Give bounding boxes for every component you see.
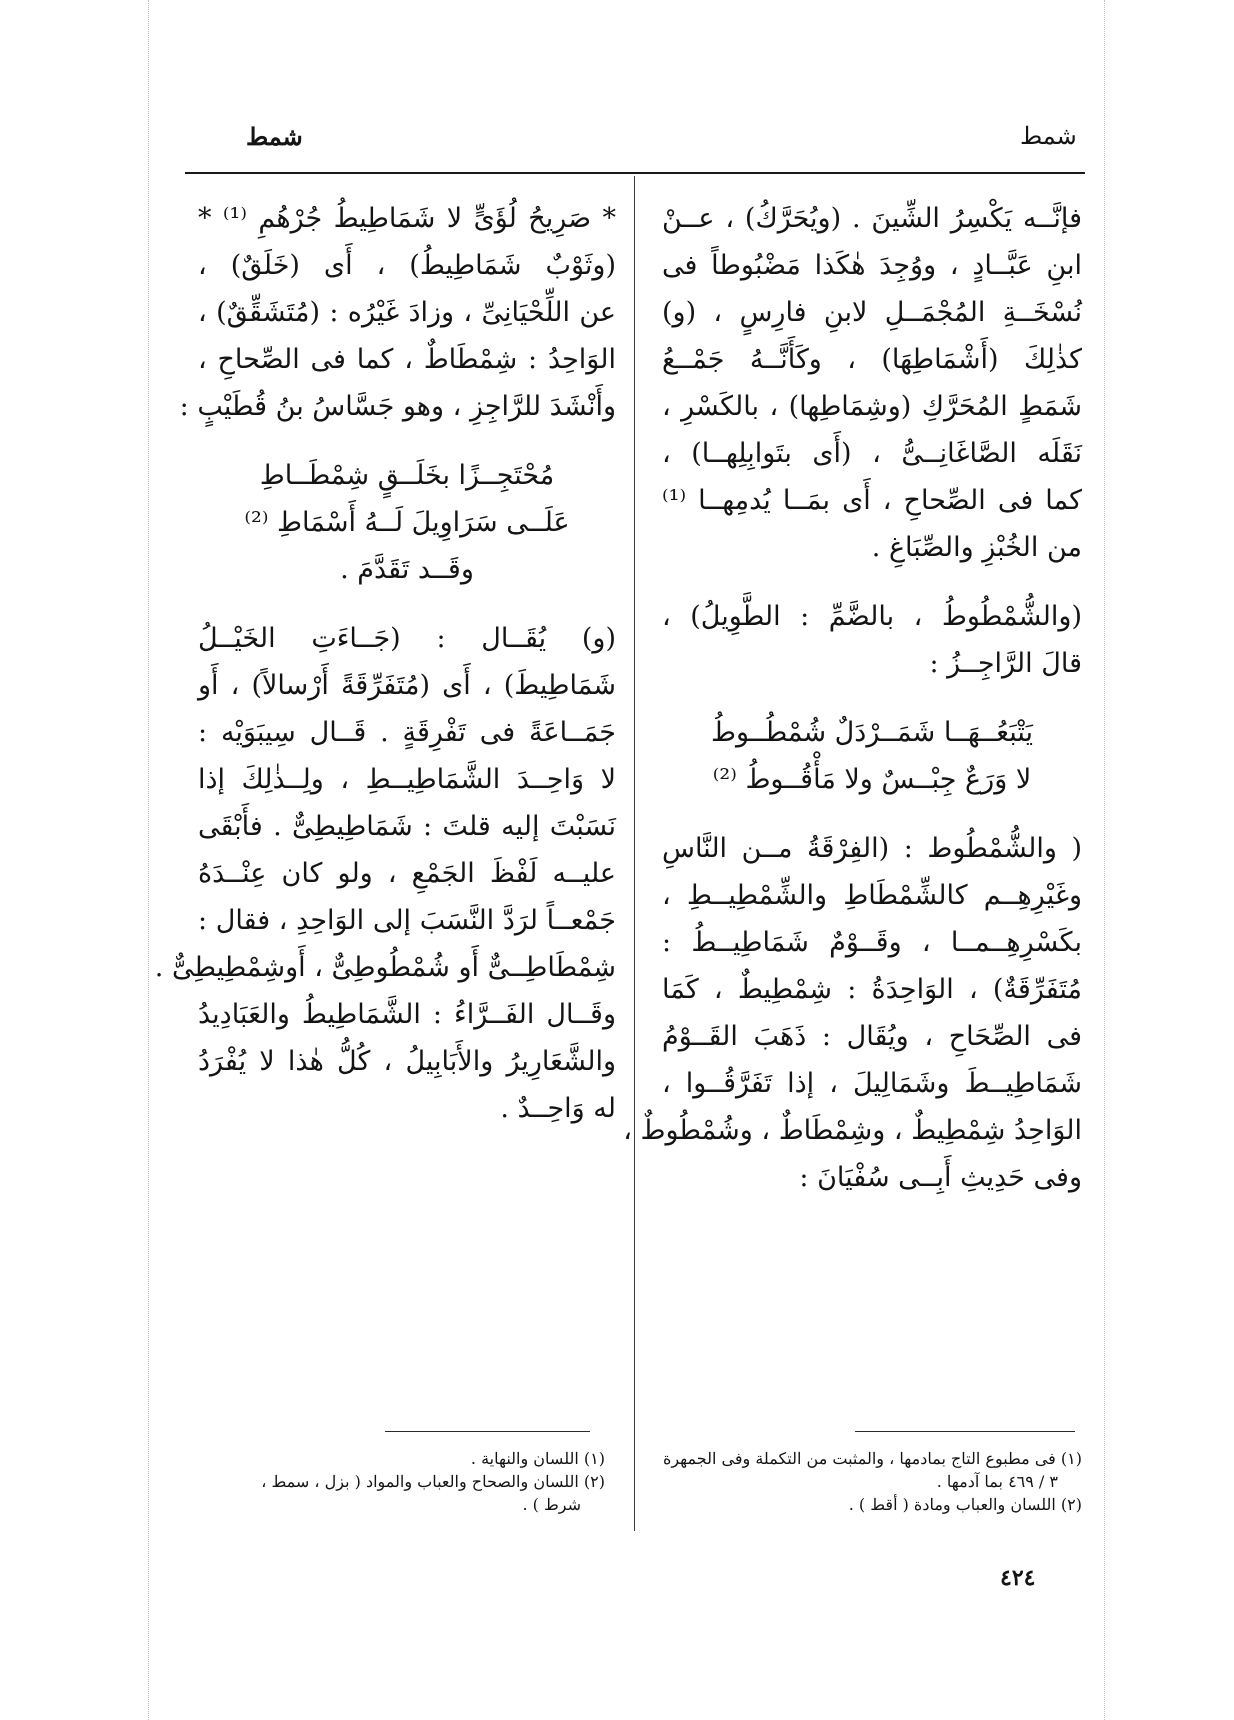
footnote: شرط ) . <box>522 1495 581 1514</box>
verse-line: عَلَــى سَرَاوِيلَ لَــهُ أَسْمَاطِ ⁽²⁾ <box>244 507 570 538</box>
text-line: قالَ الرَّاجِــزُ : <box>929 648 1082 679</box>
text-line: بكَسْرِهِــمــا ، وقَــوْمٌ شَمَاطِيــطُ : <box>662 927 1082 958</box>
text-line: من الخُبْزِ والصِّبَاغِ . <box>871 532 1082 563</box>
margin-guide <box>1104 0 1105 1720</box>
text-line: (وثَوْبٌ شَمَاطِيطُ) ، أَى (خَلَقٌ) ، <box>198 250 616 281</box>
text-line: كما فى الصِّحاحِ ، أَى بمَــا يُدمِهــا ⁽¹⁾ <box>662 485 1082 516</box>
text-line: وأَنْشَدَ للرَّاجِزِ ، وهو جَسَّاسُ بنُ قُطَيْبٍ : <box>179 391 616 422</box>
text-line: وقَــال الفَــرَّاءُ : الشَّمَاطِيطُ والعَبَادِيدُ <box>198 999 616 1030</box>
text-line: نُسْخَــةِ المُجْمَــلِ لابنِ فارِسٍ ، (و) <box>662 297 1082 328</box>
header-rule <box>185 172 1085 174</box>
text-line: الوَاحِدُ : شِمْطَاطٌ ، كما فى الصِّحاحِ ، <box>198 344 616 375</box>
column-divider <box>634 176 635 1531</box>
footnote: (٢) اللسان والصحاح والعباب والمواد ( بزل ، سمط ، <box>261 1472 605 1491</box>
running-header-right: شمط <box>1020 122 1077 150</box>
text-line: شَمَطٍ المُحَرَّكِ (وشِمَاطِها) ، بالكَسْرِ ، <box>662 391 1082 422</box>
running-header-left: شمط <box>246 122 303 151</box>
text-line: * صَرِيحُ لُؤَىٍّ لا شَمَاطِيطُ جُرْهُمِ ⁽¹⁾ * <box>198 203 616 234</box>
text-line: والشَّعَارِيرُ والأَبَابِيلُ ، كُلُّ هٰذا لا يُفْرَدُ <box>198 1046 616 1077</box>
footnote-rule <box>855 1431 1075 1432</box>
footnote: (٢) اللسان والعباب ومادة ( أقط ) . <box>848 1495 1082 1514</box>
text-line: شَمَاطِيطَ) ، أَى (مُتَفَرِّقَةً أَرْسالاً) ، أَو <box>198 670 616 701</box>
text-line: جَمَــاعَةً فى تَفْرِقَةٍ . قَــال سِيبَوَيْه : <box>198 717 616 748</box>
verse-line: وقَــد تَقَدَّمَ . <box>340 554 474 585</box>
text-line: نَسَبْتَ إليه قلتَ : شَمَاطِيطِىٌّ . فأَبْقَى <box>198 811 616 842</box>
text-line: ابنِ عَبَّــادٍ ، ووُجِدَ هٰكَذا مَضْبُوطاً فى <box>662 250 1082 281</box>
text-line: كذٰلِكَ (أَشْمَاطِهَا) ، وكَأَنَّــهُ جَمْــعُ <box>662 344 1082 375</box>
text-line: مُتَفَرِّقَةٌ) ، الوَاحِدَةُ : شِمْطِيطٌ ، كَمَا <box>662 974 1082 1005</box>
footnote: ٣ / ٤٦٩ بما آدمها . <box>936 1472 1058 1491</box>
text-line: عن اللِّحْيَانِىِّ ، وزادَ غَيْرُه : (مُتَشَقِّقٌ) ، <box>198 297 616 328</box>
text-line: شِمْطَاطِــىٌّ أَو شُمْطُوطِىٌّ ، أَوشِمْطِيطِىٌّ . <box>154 952 616 983</box>
text-line: فى الصِّحَاحِ ، ويُقَال : ذَهَبَ القَــوْمُ <box>662 1021 1082 1052</box>
text-line: نَقَلَه الصَّاغَانِــىُّ ، (أَى بتَوابِلِهــا) ، <box>662 438 1082 469</box>
text-line: الوَاحِدُ شِمْطِيطٌ ، وشِمْطَاطٌ ، وشُمْطُوطٌ ، <box>623 1115 1082 1146</box>
footnotes-left <box>205 1447 605 1516</box>
verse-line: يَتْبَعُــهَــا شَمَــرْدَلٌ شُمْطُــوطُ <box>710 717 1034 748</box>
verse-line: لا وَرَعٌ جِبْــسٌ ولا مَأْقُــوطُ ⁽²⁾ <box>712 764 1032 795</box>
text-line: (والشُّمْطُوطُ ، بالضَّمِّ : الطَّوِيلُ) ، <box>662 601 1082 632</box>
footnote: (١) فى مطبوع التاج بمادمها ، والمثبت من التكملة وفى الجمهرة <box>662 1449 1082 1468</box>
verse-line: مُحْتَجِــزًا بخَلَــقٍ شِمْطَــاطِ <box>259 460 555 491</box>
left-column <box>154 195 616 1132</box>
footnotes-right <box>662 1447 1082 1516</box>
text-line: له وَاحِــدٌ . <box>500 1093 616 1124</box>
page-number: ٤٢٤ <box>1000 1565 1036 1591</box>
footnote: (١) اللسان والنهاية . <box>470 1449 605 1468</box>
text-line: فإنَّــه يَكْسِرُ الشِّينَ . (ويُحَرَّكُ) ، عــنْ <box>662 203 1082 234</box>
margin-guide <box>148 0 149 1720</box>
right-column <box>623 195 1082 1201</box>
text-line: (و) يُقَــال : (جَــاءَتِ الخَيْــلُ <box>198 623 616 654</box>
text-line: جَمْعــاً لرَدَّ النَّسَبَ إلى الوَاحِدِ ، فقال : <box>198 905 616 936</box>
footnote-rule <box>385 1431 590 1432</box>
text-line: عليــه لَفْظَ الجَمْعِ ، ولو كان عِنْــدَهُ <box>198 858 616 889</box>
text-line: لا وَاحِــدَ الشَّمَاطِيــطِ ، ولِــذٰلِكَ إذا <box>198 764 616 795</box>
text-line: وفى حَدِيثِ أَبِــى سُفْيَانَ : <box>799 1162 1082 1193</box>
text-line: وغَيْرِهِــم كالشِّمْطَاطِ والشِّمْطِيــطِ ، <box>662 880 1082 911</box>
text-line: شَمَاطِيــطَ وشَمَالِيلَ ، إذا تَفَرَّقُــوا ، <box>662 1068 1082 1099</box>
text-line: ( والشُّمْطُوط : (الفِرْقَةُ مــن النَّاسِ <box>662 833 1082 864</box>
